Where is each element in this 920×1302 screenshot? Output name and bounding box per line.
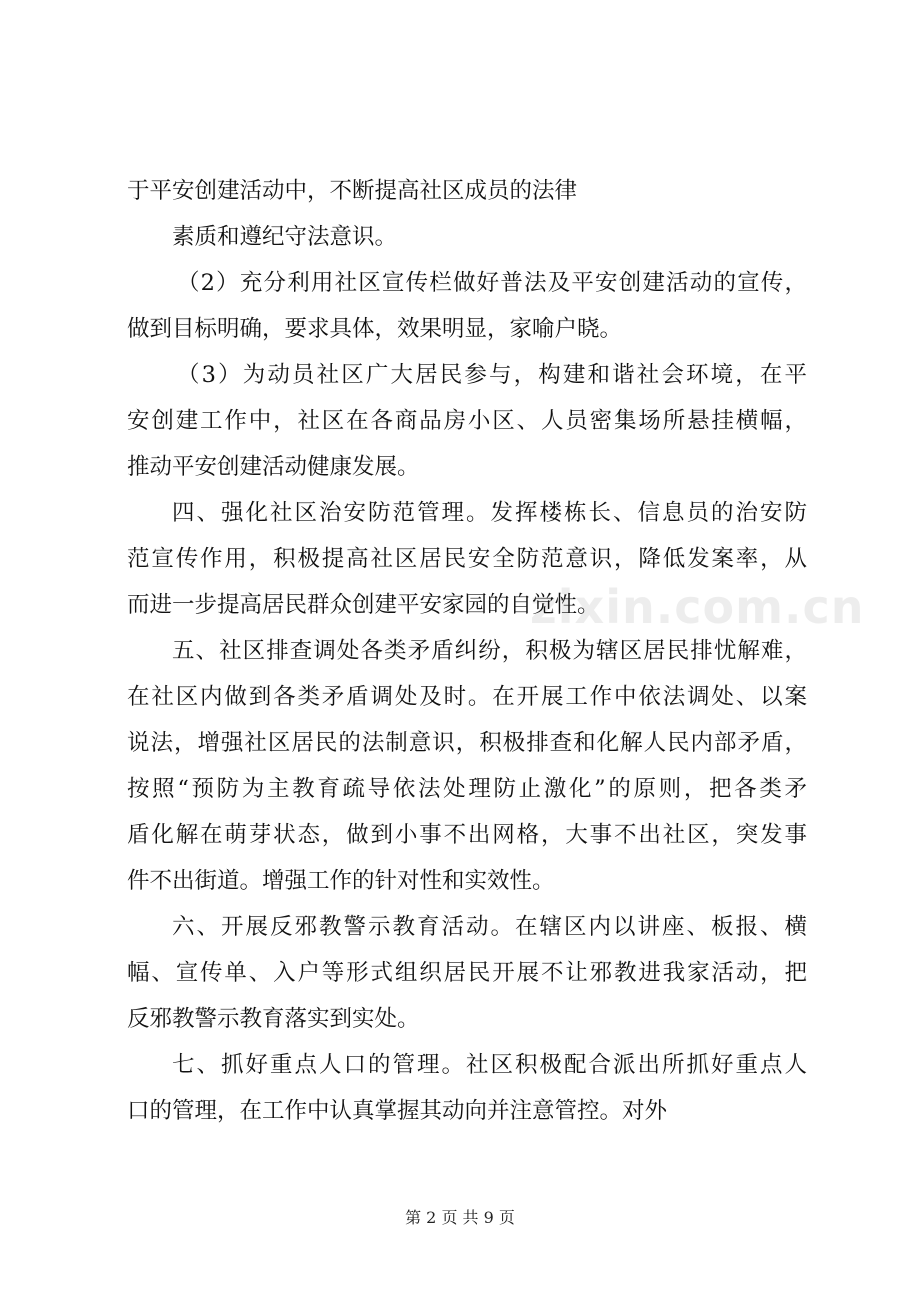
- text-line: 四、强化社区治安防范管理。发挥楼栋长、信息员的治安防: [172, 500, 807, 526]
- page-number: 第 2 页 共 9 页: [405, 1208, 515, 1227]
- text-line: 在社区内做到各类矛盾调处及时。在开展工作中依法调处、以案: [127, 684, 807, 710]
- text-line: 盾化解在萌芽状态，做到小事不出网格，大事不出社区，突发事: [127, 822, 807, 848]
- text-line: 五、社区排查调处各类矛盾纠纷，积极为辖区居民排忧解难，: [172, 638, 807, 664]
- text-line: 而进一步提高居民群众创建平安家园的自觉性。: [127, 592, 600, 618]
- text-line: 幅、宣传单、入户等形式组织居民开展不让邪教进我家活动，把: [127, 960, 807, 986]
- text-line: 推动平安创建活动健康发展。: [127, 454, 420, 480]
- text-line: 做到目标明确，要求具体，效果明显，家喻户晓。: [127, 316, 623, 342]
- text-line: 口的管理，在工作中认真掌握其动向并注意管控。对外: [127, 1098, 668, 1124]
- text-line: （2）充分利用社区宣传栏做好普法及平安创建活动的宣传，: [177, 270, 807, 296]
- watermark-text: zixin.com.cn: [530, 580, 865, 634]
- text-line: 七、抓好重点人口的管理。社区积极配合派出所抓好重点人: [172, 1052, 807, 1078]
- text-line: 安创建工作中，社区在各商品房小区、人员密集场所悬挂横幅，: [127, 408, 807, 434]
- text-line: 反邪教警示教育落实到实处。: [127, 1006, 420, 1032]
- text-line: 范宣传作用，积极提高社区居民安全防范意识，降低发案率，从: [127, 546, 807, 572]
- text-line: 件不出街道。增强工作的针对性和实效性。: [127, 868, 555, 894]
- text-line: （3）为动员社区广大居民参与，构建和谐社会环境，在平: [177, 362, 807, 388]
- text-line: 按照“预防为主教育疏导依法处理防止激化”的原则，把各类矛: [127, 776, 807, 802]
- text-line: 六、开展反邪教警示教育活动。在辖区内以讲座、板报、横: [172, 914, 807, 940]
- text-line: 于平安创建活动中，不断提高社区成员的法律: [127, 178, 578, 204]
- text-line: 说法，增强社区居民的法制意识，积极排查和化解人民内部矛盾，: [127, 730, 807, 756]
- body-text: [127, 168, 807, 1134]
- text-line: 素质和遵纪守法意识。: [172, 224, 398, 250]
